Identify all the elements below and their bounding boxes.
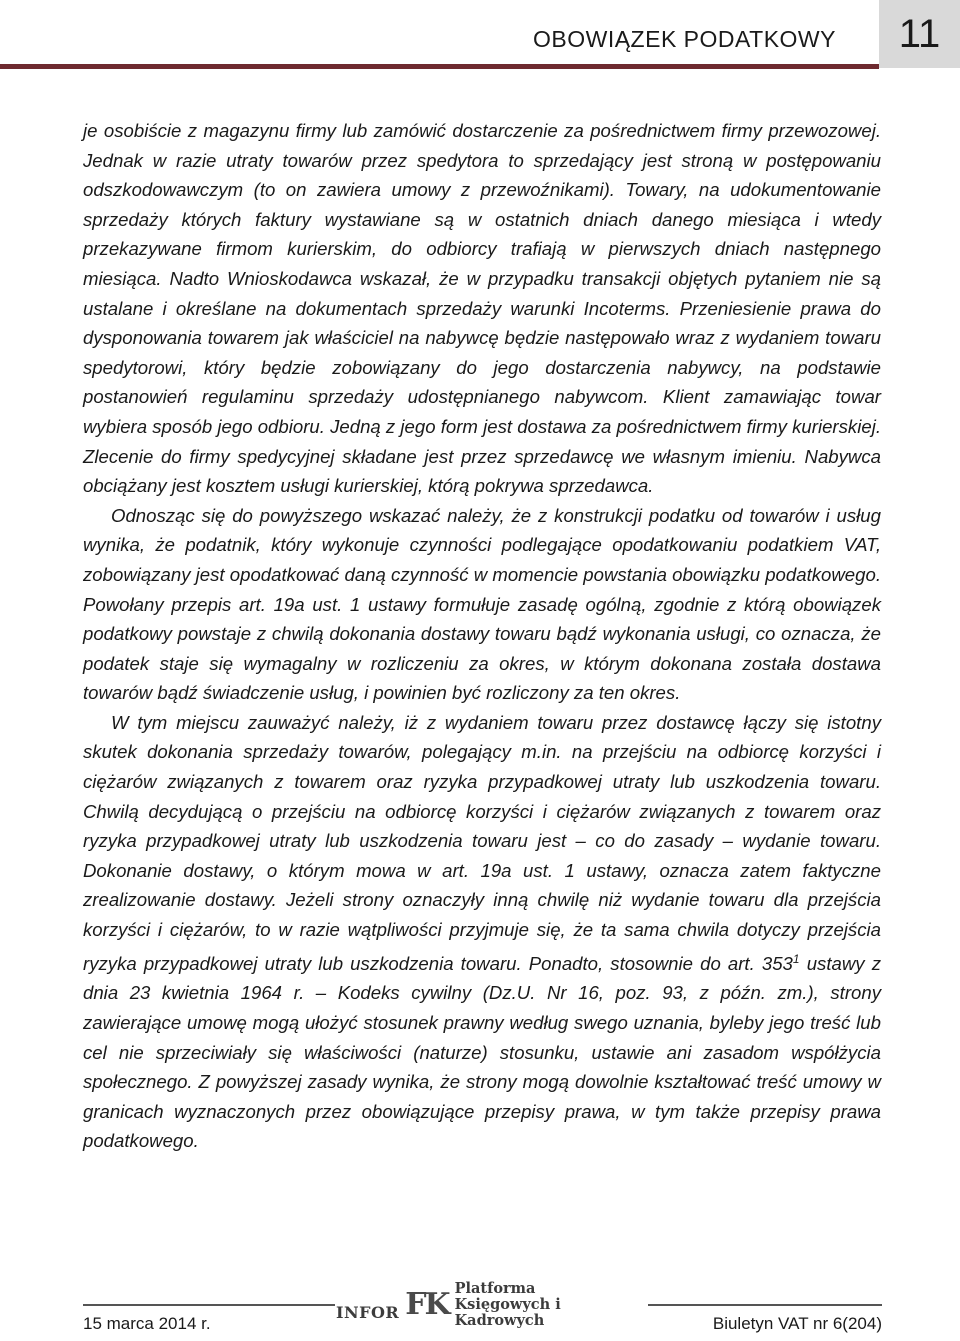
header-rule: [0, 64, 879, 69]
paragraph-3-part-1: W tym miejscu zauważyć należy, iż z wydaniem towaru przez dostawcę łączy się istotny skutek dokonania sprzedaży towarów, polegający m.in. na przejściu na odbiorcę korzyści i ciężarów związanych z towarem oraz ryzyka przypadkowej utraty lub uszkodzenia towaru. Chwilą decydującą o przejściu na odbiorcę korzyści i ciężarów związanych z towarem oraz ryzyka przypadkowej utraty lub uszkodzenia towaru jest – co do zasady – wydanie towaru. Dokonanie dostawy, o którym mowa w art. 19a ust. 1 ustawy, oznacza zatem faktyczne zrealizowanie dostawy. Jeżeli strony oznaczyły inną chwilę niż wydanie towaru dla przejścia korzyści i ciężarów, to w razie wątpliwości przyjmuje się, że ta sama chwila dotyczy przejścia ryzyka przypadkowej utraty lub uszkodzenia towaru. Ponadto, stosownie do art. 353: [83, 711, 881, 974]
paragraph-1: je osobiście z magazynu firmy lub zamówić dostarczenie za pośrednictwem firmy przewozowej. Jednak w razie utraty towarów przez spedytora to sprzedający jest stroną w postępowaniu odszkodowawczym (to on zawiera umowy z przewoźnikami). Towary, na udokumentowanie sprzedaży których faktury wystawiane są w ostatnich dniach danego miesiąca i wtedy przekazywane firmom kurierskim, do odbiorcy trafiają w pierwszych dniach następnego miesiąca. Nadto Wnioskodawca wskazał, że w przypadku transakcji objętych pytaniem nie są ustalane i określane na dokumentach sprzedaży warunki Incoterms. Przeniesienie prawa do dysponowania towarem jak właściciel na nabywcę będzie następowało wraz z wydaniem towaru spedytorowi, który będzie zobowiązany do jego dostarczenia nabywcy, na podstawie postanowień regulaminu sprzedaży udostępnianego nabywcom. Klient zamawiając towar wybiera sposób jego odbioru. Jedną z jego form jest dostawa za pośrednictwem firmy kurierskiej. Zlecenie do firmy spedycyjnej składane jest przez sprzedawcę we własnym imieniu. Nabywca obciążany jest kosztem usługi kurierskiej, którą pokrywa sprzedawca.: [83, 120, 881, 497]
page-number: 11: [879, 0, 960, 68]
paragraph-3: [83, 708, 881, 1156]
publisher-logo: [336, 1280, 648, 1329]
logo-line-1: Platforma: [454, 1280, 536, 1297]
footer-date: 15 marca 2014 r.: [83, 1314, 211, 1333]
footer-rule-right: [648, 1304, 882, 1306]
logo-line-2: Księgowych i Kadrowych: [454, 1296, 561, 1329]
superscript-1: 1: [792, 951, 800, 966]
logo-name: [455, 1281, 648, 1329]
footer-rule-left: [83, 1304, 335, 1306]
article-body: [83, 116, 881, 1156]
paragraph-2: Odnosząc się do powyższego wskazać należy, że z konstrukcji podatku od towarów i usług wynika, że podatnik, który wykonuje czynności podlegające opodatkowaniu podatkiem VAT, zobowiązany jest opodatkować daną czynność w momencie powstania obowiązku podatkowego. Powołany przepis art. 19a ust. 1 ustawy formułuje zasadę ogólną, zgodnie z którą obowiązek podatkowy powstaje z chwilą dokonania dostawy towaru bądź wykonania usługi, co oznacza, że podatek staje się wymagalny w rozliczeniu za okres, w którym dokonana została dostawa towarów bądź świadczenie usług, i powinien być rozliczony za ten okres.: [83, 504, 881, 704]
logo-fk: FK: [405, 1287, 449, 1322]
paragraph-3-part-2: ustawy z dnia 23 kwietnia 1964 r. – Kodeks cywilny (Dz.U. Nr 16, poz. 93, z późn. zm.), strony zawierające umowę mogą ułożyć stosunek prawny według swego uznania, byleby jego treść lub cel nie sprzeciwiały się właściwości (naturze) stosunku, ustawie ani zasadom współżycia społecznego. Z powyższej zasady wynika, że strony mogą dowolnie kształtować treść umowy w granicach wyznaczonych przez obowiązujące przepisy prawa, w tym także przepisy prawa podatkowego.: [83, 952, 881, 1152]
footer-journal: Biuletyn VAT nr 6(204): [712, 1314, 882, 1333]
section-title: OBOWIĄZEK PODATKOWY: [533, 26, 836, 52]
logo-infor: INFOR: [336, 1302, 400, 1322]
